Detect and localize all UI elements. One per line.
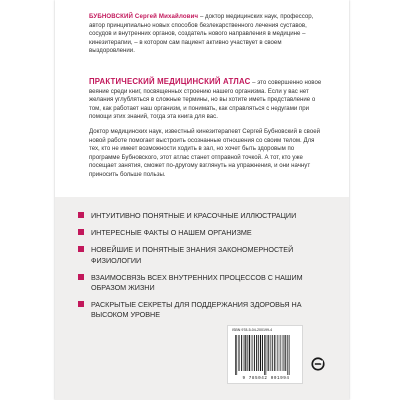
barcode-bar bbox=[284, 335, 285, 371]
square-bullet-icon bbox=[78, 274, 84, 280]
barcode-bar bbox=[268, 335, 269, 371]
barcode-bars bbox=[234, 335, 298, 375]
feature-text: ИНТУИТИВНО ПОНЯТНЫЕ И КРАСОЧНЫЕ ИЛЛЮСТРАЦИИ bbox=[91, 211, 297, 220]
feature-text: ВЗАИМОСВЯЗЬ ВСЕХ ВНУТРЕННИХ ПРОЦЕССОВ С НАШИМ ОБРАЗОМ ЖИЗНИ bbox=[91, 272, 303, 293]
barcode-bar bbox=[251, 335, 252, 371]
feature-item bbox=[55, 245, 349, 265]
isbn-barcode bbox=[227, 325, 303, 384]
square-bullet-icon bbox=[78, 212, 84, 218]
feature-item bbox=[55, 300, 349, 320]
barcode-bar bbox=[235, 335, 236, 375]
feature-item bbox=[55, 273, 349, 293]
barcode-bar bbox=[270, 335, 271, 371]
feature-text: РАСКРЫТЫЕ СЕКРЕТЫ ДЛЯ ПОДДЕРЖАНИЯ ЗДОРОВЬЯ НА ВЫСОКОМ УРОВНЕ bbox=[91, 300, 302, 320]
feature-item bbox=[55, 211, 349, 221]
barcode-bar bbox=[266, 335, 267, 375]
barcode-bar bbox=[243, 335, 244, 371]
barcode-bar bbox=[236, 335, 237, 375]
barcode-bar bbox=[277, 335, 278, 371]
barcode-bar bbox=[238, 335, 239, 371]
book-back-cover bbox=[55, 0, 349, 400]
square-bullet-icon bbox=[78, 229, 84, 235]
feature-item bbox=[55, 228, 349, 238]
description-panel bbox=[55, 0, 349, 197]
barcode-bar bbox=[253, 335, 254, 371]
barcode-bar bbox=[285, 335, 286, 371]
barcode-bar bbox=[262, 335, 263, 371]
barcode-bar bbox=[279, 335, 280, 371]
atlas-description-text: – это совершенно новое веяние среди книг, посвященных строению нашего организма. Если у вас нет желания углубляться в сложные термины, но вы хотите иметь представление о том, как работает наш организм, и понимать, как справляться с недугами при помощи этих знаний, тогда эта книга для вас. bbox=[89, 79, 322, 121]
barcode-bar bbox=[254, 335, 255, 371]
barcode-bar bbox=[276, 335, 277, 371]
barcode-bar bbox=[289, 335, 290, 375]
square-bullet-icon bbox=[78, 246, 84, 252]
book-title-inline: ПРАКТИЧЕСКИЙ МЕДИЦИНСКИЙ АТЛАС bbox=[89, 77, 251, 86]
eksmo-logo-icon bbox=[311, 357, 325, 371]
barcode-bar bbox=[258, 335, 259, 371]
barcode-bar bbox=[247, 335, 248, 371]
barcode-bar bbox=[249, 335, 250, 371]
barcode-bar bbox=[260, 335, 261, 371]
isbn-label: ISBN 978-5-04-200199-4 bbox=[232, 328, 273, 332]
feature-text: ИНТЕРЕСНЫЕ ФАКТЫ О НАШЕМ ОРГАНИЗМЕ bbox=[91, 228, 252, 238]
barcode-bar bbox=[256, 335, 257, 371]
book-summary-paragraph: Доктор медицинских наук, известный кинезитерапевт Сергей Бубновский в своей новой работе помогает выстроить осознанные отношения со своим телом. Для тех, кто не имеет возможности ходить в зал, но хочет быть здоровым по программе Бубновского, этот атлас станет отправной точкой. А тот, кто уже посещает занятия, сможет по-другому взглянуть на упражнения, и они начнут приносить больше пользы. bbox=[89, 128, 320, 178]
author-name: БУБНОВСКИЙ Сергей Михайлович bbox=[89, 13, 199, 20]
barcode-bar bbox=[267, 335, 268, 371]
barcode-bar bbox=[264, 335, 265, 375]
ean-digits: 9 785042 001994 bbox=[242, 376, 290, 381]
author-bio-paragraph bbox=[89, 13, 323, 56]
atlas-description-paragraph bbox=[89, 78, 323, 122]
barcode-bar bbox=[245, 335, 246, 371]
barcode-bar bbox=[272, 335, 273, 371]
barcode-bar bbox=[239, 335, 240, 371]
barcode-bar bbox=[280, 335, 281, 371]
feature-text: НОВЕЙШИЕ И ПОНЯТНЫЕ ЗНАНИЯ ЗАКОНОМЕРНОСТЕЙ ФИЗИОЛОГИИ bbox=[91, 245, 294, 265]
barcode-bar bbox=[282, 335, 283, 371]
barcode-bar bbox=[274, 335, 275, 371]
barcode-bar bbox=[241, 335, 242, 371]
feature-list bbox=[55, 211, 349, 321]
barcode-bar bbox=[287, 335, 288, 375]
square-bullet-icon bbox=[78, 301, 84, 307]
author-bio-text: – доктор медицинских наук, профессор, автор принципиально новых способов безлекарственного лечения суставов, сосудов и внутренних органов, создатель нового направления в медицине – кинезитерапии, – в котором сам пациент активно участвует в своем выздоровлении. bbox=[89, 13, 314, 55]
